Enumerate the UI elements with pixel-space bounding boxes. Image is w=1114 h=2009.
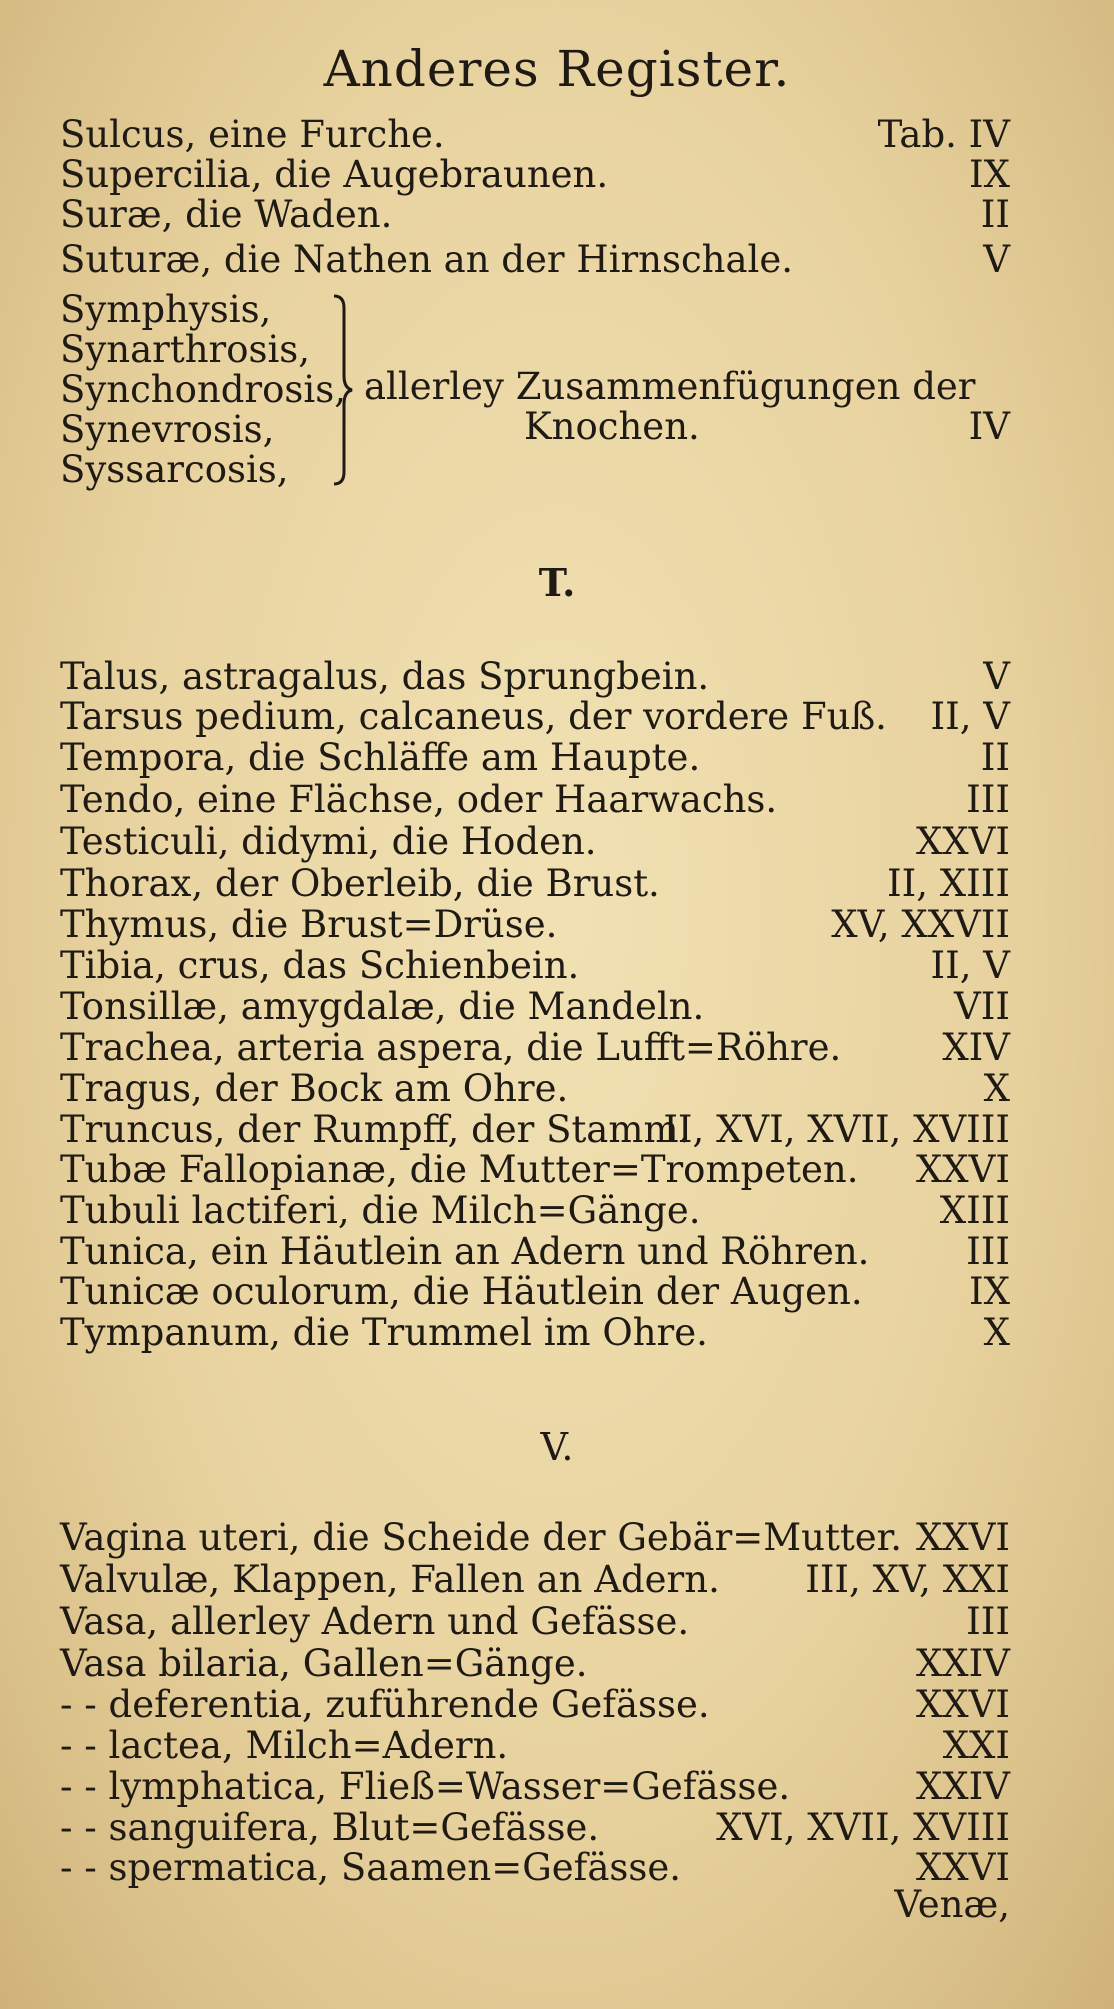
entry-tab: XXVI [915, 1516, 1010, 1559]
entry-term: Talus, astragalus, das Sprungbein. [60, 655, 710, 698]
index-entry [60, 1069, 1010, 1109]
index-entry [60, 1808, 1010, 1848]
entry-tab: XXVI [915, 1846, 1010, 1889]
group-term: Syssarcosis, [60, 448, 289, 491]
entry-term: Tarsus pedium, calcaneus, der vordere Fuß. [60, 695, 887, 738]
entry-tab: IX [969, 153, 1010, 196]
section-heading-v: V. [540, 1425, 574, 1469]
entry-term: - - sanguifera, Blut=Gefässe. [60, 1806, 600, 1849]
entry-term: Truncus, der Rumpff, der Stamm. [60, 1108, 691, 1151]
entry-term: Supercilia, die Augebraunen. [60, 153, 609, 196]
index-entry [60, 987, 1010, 1027]
curly-brace-icon [330, 292, 356, 488]
entry-term: Tubæ Fallopianæ, die Mutter=Trompeten. [60, 1148, 859, 1191]
entry-term: Testiculi, didymi, die Hoden. [60, 820, 597, 863]
index-entry [60, 657, 1010, 697]
entry-tab: II [980, 193, 1010, 236]
entry-term: Valvulæ, Klappen, Fallen an Adern. [60, 1558, 720, 1601]
section-heading-t: T. [538, 560, 576, 605]
entry-term: Thorax, der Oberleib, die Brust. [60, 862, 660, 905]
entry-tab: III [966, 1230, 1010, 1273]
entry-term: Vasa, allerley Adern und Gefässe. [60, 1600, 690, 1643]
entry-tab: X [983, 1067, 1010, 1110]
index-entry [60, 1150, 1010, 1190]
entry-tab: XV, XXVII [831, 903, 1010, 946]
entry-term: Tragus, der Bock am Ohre. [60, 1067, 569, 1110]
entry-tab: XXIV [915, 1765, 1010, 1808]
entry-term: Thymus, die Brust=Drüse. [60, 903, 558, 946]
group-description: allerley Zusammenfügungen der [364, 365, 976, 408]
entry-term: Tonsillæ, amygdalæ, die Mandeln. [60, 985, 705, 1028]
entry-tab: XXI [942, 1724, 1010, 1767]
index-entry [60, 155, 1010, 195]
group-tab: IV [968, 405, 1010, 448]
entry-term: Trachea, arteria aspera, die Lufft=Röhre. [60, 1026, 842, 1069]
entry-tab: III [966, 778, 1010, 821]
entry-term: - - lactea, Milch=Adern. [60, 1724, 509, 1767]
entry-tab: III, XV, XXI [805, 1558, 1010, 1601]
entry-term: Tempora, die Schläffe am Haupte. [60, 736, 701, 779]
entry-term: Tendo, eine Flächse, oder Haarwachs. [60, 778, 778, 821]
grouped-terms [60, 290, 346, 490]
entry-term: Sulcus, eine Furche. [60, 113, 445, 156]
entry-term: Tunicæ oculorum, die Häutlein der Augen. [60, 1270, 863, 1313]
index-entry [60, 1767, 1010, 1807]
entry-term: - - lymphatica, Fließ=Wasser=Gefässe. [60, 1765, 791, 1808]
entry-term: Suræ, die Waden. [60, 193, 393, 236]
entry-term: - - deferentia, zuführende Gefässe. [60, 1683, 710, 1726]
entry-tab: II, XIII [887, 862, 1010, 905]
index-entry [60, 1191, 1010, 1231]
entry-tab: XXVI [915, 1148, 1010, 1191]
index-entry [60, 1848, 1010, 1888]
entry-tab: II, V [930, 695, 1010, 738]
index-entry [60, 1644, 1010, 1684]
index-entry [60, 780, 1010, 820]
group-term: Symphysis, [60, 288, 272, 331]
index-entry [60, 822, 1010, 862]
index-entry [60, 1602, 1010, 1642]
entry-tab: XXVI [915, 1683, 1010, 1726]
index-entry [60, 738, 1010, 778]
entry-tab: II, V [930, 944, 1010, 987]
entry-tab: VII [954, 985, 1010, 1028]
group-term: Synchondrosis, [60, 368, 346, 411]
index-entry [60, 1726, 1010, 1766]
entry-tab: II [980, 736, 1010, 779]
entry-tab: XXVI [915, 820, 1010, 863]
entry-term: Tympanum, die Trummel im Ohre. [60, 1311, 708, 1354]
entry-term: Tubuli lactiferi, die Milch=Gänge. [60, 1189, 701, 1232]
index-entry [60, 195, 1010, 235]
index-entry [60, 1232, 1010, 1272]
index-entry [60, 697, 1010, 737]
entry-term: Tunica, ein Häutlein an Adern und Röhren. [60, 1230, 870, 1273]
entry-tab: II, XVI, XVII, XVIII [663, 1108, 1010, 1151]
index-entry [60, 115, 1010, 155]
index-entry [60, 864, 1010, 904]
entry-tab: XXIV [915, 1642, 1010, 1685]
index-entry [60, 1560, 1010, 1600]
entry-term: Suturæ, die Nathen an der Hirnschale. [60, 238, 794, 281]
entry-tab: Tab. IV [877, 113, 1010, 156]
index-entry [60, 946, 1010, 986]
entry-tab: X [983, 1311, 1010, 1354]
entry-tab: XIV [942, 1026, 1010, 1069]
index-entry [60, 1110, 1010, 1150]
entry-tab: III [966, 1600, 1010, 1643]
index-entry [60, 1028, 1010, 1068]
page-header: Anderes Register. [323, 40, 791, 98]
index-entry [60, 240, 1010, 280]
index-entry [60, 1313, 1010, 1353]
entry-term: Vasa bilaria, Gallen=Gänge. [60, 1642, 588, 1685]
entry-term: Vagina uteri, die Scheide der Gebär=Mutter. [60, 1516, 902, 1559]
entry-term: Tibia, crus, das Schienbein. [60, 944, 580, 987]
index-entry [60, 1272, 1010, 1312]
entry-tab: V [983, 238, 1010, 281]
entry-tab: XIII [939, 1189, 1010, 1232]
group-description-cont: Knochen. [524, 405, 700, 448]
entry-term: - - spermatica, Saamen=Gefässe. [60, 1846, 682, 1889]
index-entry [60, 1518, 1010, 1558]
entry-tab: IX [969, 1270, 1010, 1313]
index-entry [60, 905, 1010, 945]
group-term: Synevrosis, [60, 408, 275, 451]
entry-tab: XVI, XVII, XVIII [716, 1806, 1010, 1849]
group-term: Synarthrosis, [60, 328, 311, 371]
entry-tab: V [983, 655, 1010, 698]
index-entry [60, 1685, 1010, 1725]
catchword: Venæ, [894, 1883, 1010, 1926]
